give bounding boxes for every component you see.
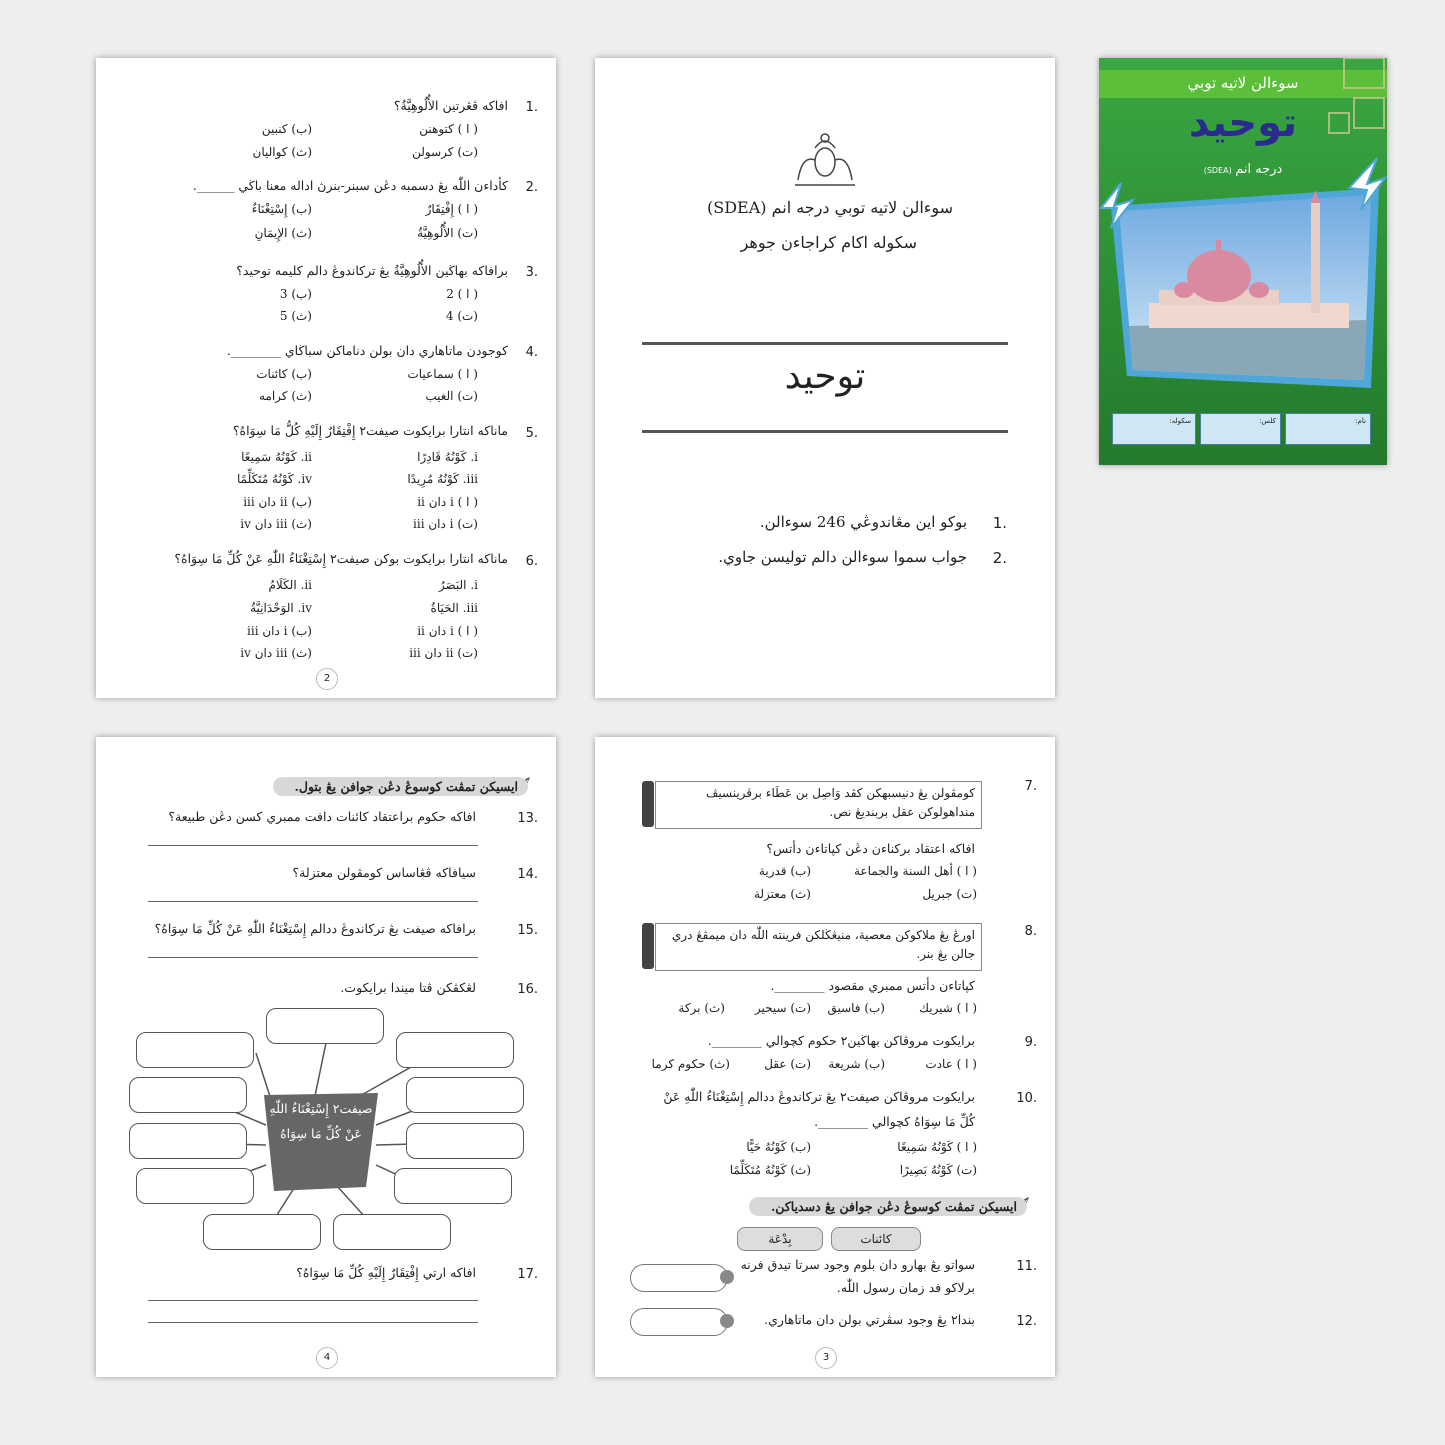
q9-option-d[interactable]: (ث) حكوم كرما xyxy=(651,1057,730,1071)
q12-answer-box[interactable] xyxy=(630,1308,728,1336)
subject-bottom-rule xyxy=(642,430,1008,433)
q17-answer-line-1[interactable] xyxy=(148,1300,478,1301)
q7-quote-bar xyxy=(642,781,654,827)
q6-item-iii: iii. الحَيَاةُ xyxy=(430,601,478,615)
cover-field-class[interactable]: كلس: xyxy=(1200,413,1281,445)
cover-subtitle: درجه انم xyxy=(1235,162,1283,177)
cover-page xyxy=(1099,58,1387,465)
note-1-num: 1. xyxy=(992,514,1007,532)
q10-option-c[interactable]: (ت) كَوْنُهُ بَصِيرًا xyxy=(899,1163,977,1177)
q6-text: ماناكه انتارا برايكوت بوكن صيفت٢ إِسْتِغْنَاءُ اللّٰهِ عَنْ كُلِّ مَا سِوَاهُ؟ xyxy=(174,551,508,566)
q7-option-a[interactable]: ( ا ) أهل السنة والجماعة xyxy=(854,864,977,878)
page-number: 3 xyxy=(815,1347,837,1369)
q4-option-a[interactable]: ( ا ) سماعيات xyxy=(407,367,478,381)
q9-option-c[interactable]: (ت) عقل xyxy=(764,1057,811,1071)
q5-item-iv: iv. كَوْنُهُ مُتَكَلِّمًا xyxy=(237,472,312,486)
choice-pill-2[interactable]: بِدْعَة xyxy=(737,1227,823,1251)
q14-answer-line[interactable] xyxy=(148,901,478,902)
q7-number: 7. xyxy=(1024,779,1037,794)
q2-option-a[interactable]: ( ا ) إِفْتِقَارٌ xyxy=(425,202,478,216)
mind-map-center-text-2: عَنْ كُلِّ مَا سِوَاهُ xyxy=(280,1126,362,1141)
q8-option-d[interactable]: (ث) بركة xyxy=(678,1001,725,1015)
q4-option-c[interactable]: (ت) الغيب xyxy=(425,389,478,403)
title-page xyxy=(595,58,1055,698)
q12-number: 12. xyxy=(1016,1314,1037,1329)
cover-title: توحيد xyxy=(1188,100,1298,146)
q17-number: 17. xyxy=(517,1267,538,1282)
q3-option-a[interactable]: ( ا ) 2 xyxy=(446,287,478,301)
q8-number: 8. xyxy=(1024,924,1037,939)
q3-text: برافاكه بهاڬين الأُلُوهِيَّةُ يڠ تركاندوڠ دالم كليمه توحيد؟ xyxy=(236,263,508,278)
q5-option-d[interactable]: (ث) iii دان iv xyxy=(240,517,312,531)
mind-map-box-11[interactable] xyxy=(333,1214,451,1250)
q5-text: ماناكه انتارا برايكوت صيفت٢ إِفْتِقَارٌ إِلَيْهِ كُلُّ مَا سِوَاهُ؟ xyxy=(232,423,508,438)
q10-option-a[interactable]: ( ا ) كَوْنُهُ سَمِيعًا xyxy=(897,1140,977,1154)
q2-option-d[interactable]: (ث) الإِيمَانِ xyxy=(254,226,312,240)
mind-map-center-text-1: صيفت٢ إِسْتِغْنَاءُ اللّٰهِ xyxy=(269,1101,373,1116)
cover-subtitle-row xyxy=(1099,162,1387,177)
mind-map-box-6[interactable] xyxy=(129,1123,247,1159)
q17-text: افاكه ارتي إِفْتِقَارٌ إِلَيْهِ كُلِّ مَا سِوَاهُ؟ xyxy=(296,1265,476,1280)
q6-option-c[interactable]: (ت) ii دان iii xyxy=(409,646,478,660)
q1-option-b[interactable]: (ب) كنبين xyxy=(261,122,312,136)
q1-option-c[interactable]: (ت) كرسولن xyxy=(412,145,478,159)
crest-icon xyxy=(790,130,860,190)
q5-item-iii: iii. كَوْنُهُ مُرِيدًا xyxy=(407,472,478,486)
mind-map-box-1[interactable] xyxy=(266,1008,384,1044)
q12-connector-dot xyxy=(720,1314,734,1328)
q10-number: 10. xyxy=(1016,1091,1037,1106)
title-line-1: سوءالن لاتيه توبي درجه انم (SDEA) xyxy=(706,198,953,217)
q1-number: 1. xyxy=(525,100,538,115)
subject-title: توحيد xyxy=(784,356,866,397)
q4-number: 4. xyxy=(525,345,538,360)
q7-option-b[interactable]: (ب) قدرية xyxy=(758,864,811,878)
section-banner: ايسيكن تمڤت كوسوڠ دڠن جوافن يڠ بتول. xyxy=(273,777,528,796)
q10-option-b[interactable]: (ب) كَوْنُهُ حَيًّا xyxy=(746,1140,811,1154)
q11-answer-box[interactable] xyxy=(630,1264,728,1292)
subject-top-rule xyxy=(642,342,1008,345)
q13-number: 13. xyxy=(517,811,538,826)
q7-quote: كومڤولن يڠ دنيسبهكن كڤد وَاصِل بن عَطَاء برڤرينسيڤ منداهولوكن عقل بربنديڠ نص. xyxy=(655,781,982,829)
q5-option-c[interactable]: (ت) i دان iii xyxy=(413,517,478,531)
q10-text-cont: كُلِّ مَا سِوَاهُ كچوالي ________. xyxy=(814,1114,975,1129)
q10-option-d[interactable]: (ث) كَوْنُهُ مُتَكَلِّمًا xyxy=(729,1163,811,1177)
q2-option-c[interactable]: (ت) الأُلُوهِيَّةُ xyxy=(417,226,478,240)
q11-text-cont: برلاكو فد زمان رسول اللّٰه. xyxy=(836,1280,975,1295)
q6-item-iv: iv. الوَحْدَانِيَّةُ xyxy=(250,601,312,615)
q2-number: 2. xyxy=(525,180,538,195)
q11-text: سواتو يڠ بهارو دان بلوم وجود سرتا تيدق فرنه xyxy=(740,1257,975,1272)
q6-option-a[interactable]: ( ا ) i دان ii xyxy=(417,624,478,638)
q4-text: كوجودن ماتاهاري دان بولن دناماكن سباڬاي ________. xyxy=(226,343,508,358)
q15-text: برافاكه صيفت يڠ تركاندوڠ ددالم إِسْتِغْنَاءُ اللّٰهِ عَنْ كُلِّ مَا سِوَاهُ؟ xyxy=(154,921,476,936)
note-2-text: جواب سموا سوءالن دالم توليسن جاوي. xyxy=(718,548,967,566)
q1-text: افاكه ڤڠرتين الأُلُوهِيَّةُ؟ xyxy=(393,98,508,113)
q8-option-b[interactable]: (ب) فاسيق xyxy=(827,1001,885,1015)
q3-option-b[interactable]: (ب) 3 xyxy=(279,287,312,301)
q16-number: 16. xyxy=(517,982,538,997)
mind-map-box-4[interactable] xyxy=(129,1077,247,1113)
q1-option-d[interactable]: (ث) كواليان xyxy=(252,145,312,159)
q9-option-a[interactable]: ( ا ) عادت xyxy=(925,1057,977,1071)
page-number: 2 xyxy=(316,668,338,690)
q6-option-d[interactable]: (ث) iii دان iv xyxy=(240,646,312,660)
q12-text: بندا٢ يڠ وجود سڤرتي بولن دان ماتاهاري. xyxy=(764,1312,975,1327)
mind-map-box-10[interactable] xyxy=(203,1214,321,1250)
note-2-num: 2. xyxy=(992,549,1007,567)
page-4 xyxy=(96,737,556,1377)
q8-quote-bar xyxy=(642,923,654,969)
q7-option-c[interactable]: (ت) جبريل xyxy=(922,887,977,901)
q15-answer-line[interactable] xyxy=(148,957,478,958)
q15-number: 15. xyxy=(517,923,538,938)
q4-option-b[interactable]: (ب) كائنات xyxy=(256,367,312,381)
q6-number: 6. xyxy=(525,554,538,569)
cover-field-name[interactable]: نام: xyxy=(1285,413,1371,445)
cover-field-school[interactable]: سكوله: xyxy=(1112,413,1196,445)
page-3 xyxy=(595,737,1055,1377)
q5-option-b[interactable]: (ب) ii دان iii xyxy=(243,495,312,509)
mind-map-box-2[interactable] xyxy=(136,1032,254,1068)
q11-connector-dot xyxy=(720,1270,734,1284)
q11-number: 11. xyxy=(1016,1259,1037,1274)
page-number: 4 xyxy=(316,1347,338,1369)
q13-answer-line[interactable] xyxy=(148,845,478,846)
q9-text: برايكوت مروڤاكن بهاڬين٢ حكوم كچوالي ________. xyxy=(707,1033,975,1048)
q5-item-i: i. كَوْنُهُ قَادِرًا xyxy=(417,450,478,464)
q14-text: سيافاكه ڤڠاساس كومڤولن معتزلة؟ xyxy=(292,865,476,880)
q6-option-b[interactable]: (ب) i دان iii xyxy=(247,624,312,638)
q8-option-a[interactable]: ( ا ) شيريك xyxy=(919,1001,977,1015)
q7-option-d[interactable]: (ث) معتزلة xyxy=(753,887,811,901)
section-banner: ايسيكن تمڤت كوسوڠ دڠن جوافن يڠ دسدياكن. xyxy=(749,1197,1027,1216)
q8-option-c[interactable]: (ت) سيحير xyxy=(754,1001,811,1015)
mind-map-box-5[interactable] xyxy=(406,1077,524,1113)
q3-option-c[interactable]: (ت) 4 xyxy=(445,309,478,323)
q8-quote: اورڠ يڠ ملاكوكن معصية، منيڠڬلكن فرينته اللّٰه دان ميمڤڠ دري جالن يڠ بنر. xyxy=(655,923,982,971)
q2-text: كأداءن اللّٰه يڠ دسمبه دڠن سبنر-بنرڽ اداله معنا باڬي ______. xyxy=(192,178,508,193)
q5-item-ii: ii. كَوْنُهُ سَمِيعًا xyxy=(241,450,312,464)
q7-text: افاكه اعتقاد بركناءن دڠن كپاتاءن دأتس؟ xyxy=(766,841,975,856)
q16-text: لڠكڤكن ڤتا ميندا برايكوت. xyxy=(340,980,476,995)
note-1-text: بوكو اين مڠاندوڠي 246 سوءالن. xyxy=(759,513,967,531)
q2-option-b[interactable]: (ب) إِسْتِغْنَاءٌ xyxy=(251,202,312,216)
cover-subtitle-tag: (SDEA) xyxy=(1203,166,1232,175)
mind-map-box-8[interactable] xyxy=(136,1168,254,1204)
q8-text: كپاتاءن دأتس ممبري مقصود ________. xyxy=(770,978,975,993)
q10-text: برايكوت مروڤاكن صيفت٢ يڠ تركاندوڠ ددالم إِسْتِغْنَاءُ اللّٰهِ عَنْ xyxy=(663,1089,975,1104)
title-line-2: سكوله اكام كراجاءن جوهر xyxy=(740,233,917,252)
q1-option-a[interactable]: ( ا ) كتوهنن xyxy=(419,122,478,136)
cover-series: سوءالن لاتيه توبي xyxy=(1187,74,1299,92)
choice-pill-1[interactable]: كائنات xyxy=(831,1227,921,1251)
q14-number: 14. xyxy=(517,867,538,882)
q9-option-b[interactable]: (ب) شريعة xyxy=(828,1057,885,1071)
mind-map-box-3[interactable] xyxy=(396,1032,514,1068)
q4-option-d[interactable]: (ث) كرامه xyxy=(258,389,312,403)
q5-option-a[interactable]: ( ا ) i دان ii xyxy=(417,495,478,509)
q6-item-i: i. البَصَرُ xyxy=(438,578,478,592)
mind-map-box-9[interactable] xyxy=(394,1168,512,1204)
q6-item-ii: ii. الكَلَامُ xyxy=(268,578,312,592)
q9-number: 9. xyxy=(1024,1035,1037,1050)
q17-answer-line-2[interactable] xyxy=(148,1322,478,1323)
q13-text: افاكه حكوم براعتقاد كائنات دافت ممبري كسن دڠن طبيعة؟ xyxy=(168,809,476,824)
q5-number: 5. xyxy=(525,426,538,441)
q3-number: 3. xyxy=(525,265,538,280)
q3-option-d[interactable]: (ث) 5 xyxy=(279,309,312,323)
page-2 xyxy=(96,58,556,698)
mind-map-box-7[interactable] xyxy=(406,1123,524,1159)
